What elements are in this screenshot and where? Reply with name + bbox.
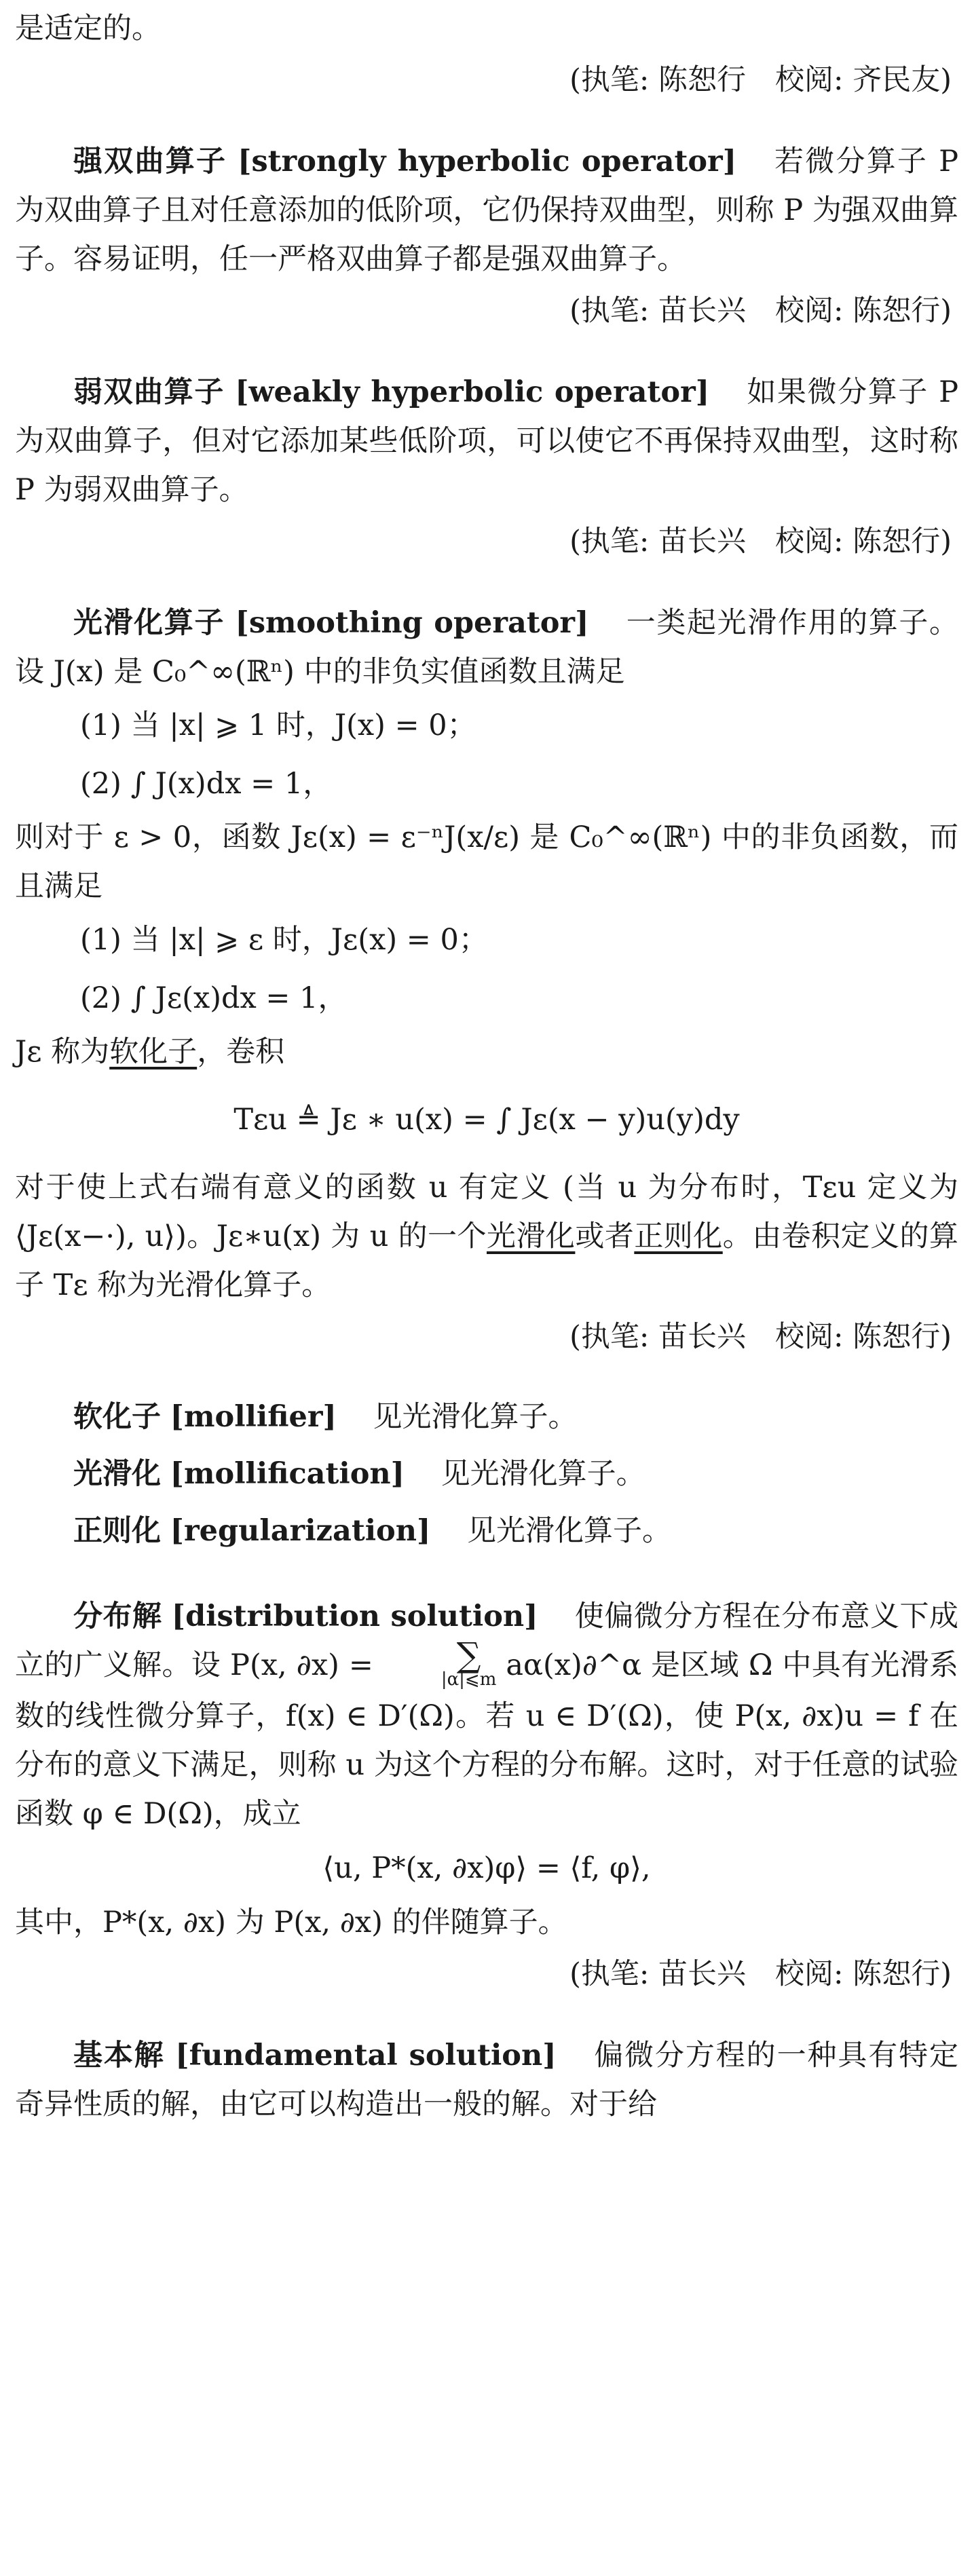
entry-text: 偏微分方程的一种具有特定奇异性质的解，由它可以构造出一般的解。对于给: [15, 2039, 959, 2121]
entry-title-zh: 弱双曲算子: [73, 375, 225, 409]
condition-list: [15, 696, 958, 813]
term-regularization: 正则化: [634, 1219, 723, 1253]
cross-reference-list: [15, 1388, 958, 1559]
entry-strongly-hyperbolic: [15, 137, 958, 335]
entry-title-en: [distribution solution]: [171, 1599, 538, 1633]
entry-text: 如果微分算子 P 为双曲算子，但对它添加某些低阶项，可以使它不再保持双曲型，这时称 P 为弱双曲算子。: [15, 375, 959, 507]
condition-item: (1) 当 |x| ⩾ ε 时，Jε(x) = 0；: [80, 923, 488, 957]
convolution-formula: Tεu ≜ Jε ∗ u(x) = ∫ Jε(x − y)u(y)dy: [233, 1103, 740, 1137]
term-mollification: 光滑化: [487, 1219, 576, 1253]
xref-title-zh: 正则化: [73, 1514, 161, 1548]
entry-fundamental-solution: [15, 2031, 958, 2129]
xref-see: 见光滑化算子。: [373, 1400, 578, 1434]
condition-item: (1) 当 |x| ⩾ 1 时，J(x) = 0；: [80, 708, 476, 742]
entry-text: 其中，P*(x, ∂x) 为 P(x, ∂x) 的伴随算子。: [15, 1906, 567, 1939]
text-span: Jε 称为: [15, 1035, 110, 1069]
credit-line: (执笔: 陈恕行 校阅: 齐民友): [569, 63, 952, 97]
text-span: 。由卷积定义的算子 Tε 称为光滑化算子。: [15, 1219, 959, 1302]
xref-title-en: [mollification]: [170, 1457, 405, 1491]
xref-see: 见光滑化算子。: [466, 1514, 671, 1548]
text-span: ，卷积: [197, 1035, 285, 1069]
xref-item: [15, 1445, 958, 1502]
entry-body: [15, 137, 958, 284]
credit-line: (执笔: 苗长兴 校阅: 陈恕行): [569, 294, 952, 328]
credit-line: (执笔: 苗长兴 校阅: 陈恕行): [569, 525, 952, 558]
entry-text: 一类起光滑作用的算子。设 J(x) 是 C₀^∞(ℝⁿ) 中的非负实值函数且满足: [15, 606, 959, 689]
entry-title-en: [fundamental solution]: [175, 2039, 557, 2072]
entry-title-en: [smoothing operator]: [235, 606, 589, 640]
xref-title-en: [regularization]: [170, 1514, 431, 1548]
entry-body: [15, 1592, 958, 1838]
xref-title-zh: 软化子: [73, 1400, 161, 1434]
xref-title-en: [mollifier]: [170, 1400, 337, 1434]
entry-smoothing-operator: [15, 599, 958, 1361]
xref-item: [15, 1502, 958, 1559]
text-span: 或者: [575, 1219, 635, 1253]
entry-title-zh: 光滑化算子: [73, 606, 225, 640]
entry-body: [15, 599, 958, 696]
text-span: 对于使上式右端有意义的函数 u 有定义 (当 u 为分布时，Tεu 定义为 ⟨Jε(x−·), u⟩)。Jε∗u(x) 为 u 的一个: [15, 1171, 958, 1253]
credit-line: (执笔: 苗长兴 校阅: 陈恕行): [569, 1320, 952, 1354]
xref-see: 见光滑化算子。: [441, 1457, 645, 1491]
entry-title-zh: 强双曲算子: [73, 145, 227, 178]
entry-title-en: [strongly hyperbolic operator]: [238, 145, 737, 178]
entry-title-zh: 分布解: [73, 1599, 162, 1633]
xref-item: [15, 1388, 958, 1445]
condition-list: [15, 911, 958, 1027]
entry-body: [15, 368, 958, 514]
entry-text: [15, 1027, 958, 1076]
xref-title-zh: 光滑化: [73, 1457, 161, 1491]
entry-text: 使偏微分方程在分布意义下成立的广义解。设 P(x, ∂x) =: [15, 1599, 959, 1682]
weak-formulation-formula: ⟨u, P*(x, ∂x)φ⟩ = ⟨f, φ⟩,: [322, 1851, 651, 1885]
condition-item: (2) ∫ Jε(x)dx = 1，: [80, 981, 348, 1015]
entry-weakly-hyperbolic: [15, 368, 958, 566]
credit-line: (执笔: 苗长兴 校阅: 陈恕行): [569, 1957, 952, 1991]
entry-text: 则对于 ε > 0，函数 Jε(x) = ε⁻ⁿJ(x/ε) 是 C₀^∞(ℝⁿ) 中的非负函数，而且满足: [15, 820, 958, 903]
summation-limit: |α|⩽m: [441, 1669, 497, 1690]
entry-title-zh: 基本解: [73, 2039, 165, 2072]
entry-distribution-solution: [15, 1592, 958, 1999]
entry-title-en: [weakly hyperbolic operator]: [235, 375, 710, 409]
entry-body: [15, 2031, 958, 2129]
term-mollifier: 软化子: [109, 1035, 198, 1069]
entry-text: aα(x)∂^α 是区域 Ω 中具有光滑系数的线性微分算子，f(x) ∈ D′(Ω)。若 u ∈ D′(Ω)，使 P(x, ∂x)u = f 在分布的意义下满足，则称 u 为这个方程的分布解。这时，对于任意的试验函数 φ ∈ D(Ω)，成立: [15, 1648, 958, 1831]
continuation-line: 是适定的。: [15, 12, 161, 45]
dictionary-page: [15, 0, 958, 2129]
entry-text: 若微分算子 P 为双曲算子且对任意添加的低阶项，它仍保持双曲型，则称 P 为强双曲算子。容易证明，任一严格双曲算子都是强双曲算子。: [15, 145, 959, 276]
entry-text: [15, 1163, 958, 1310]
summation-symbol: ∑ |α|⩽m: [383, 1643, 497, 1692]
condition-item: (2) ∫ J(x)dx = 1，: [80, 767, 333, 801]
